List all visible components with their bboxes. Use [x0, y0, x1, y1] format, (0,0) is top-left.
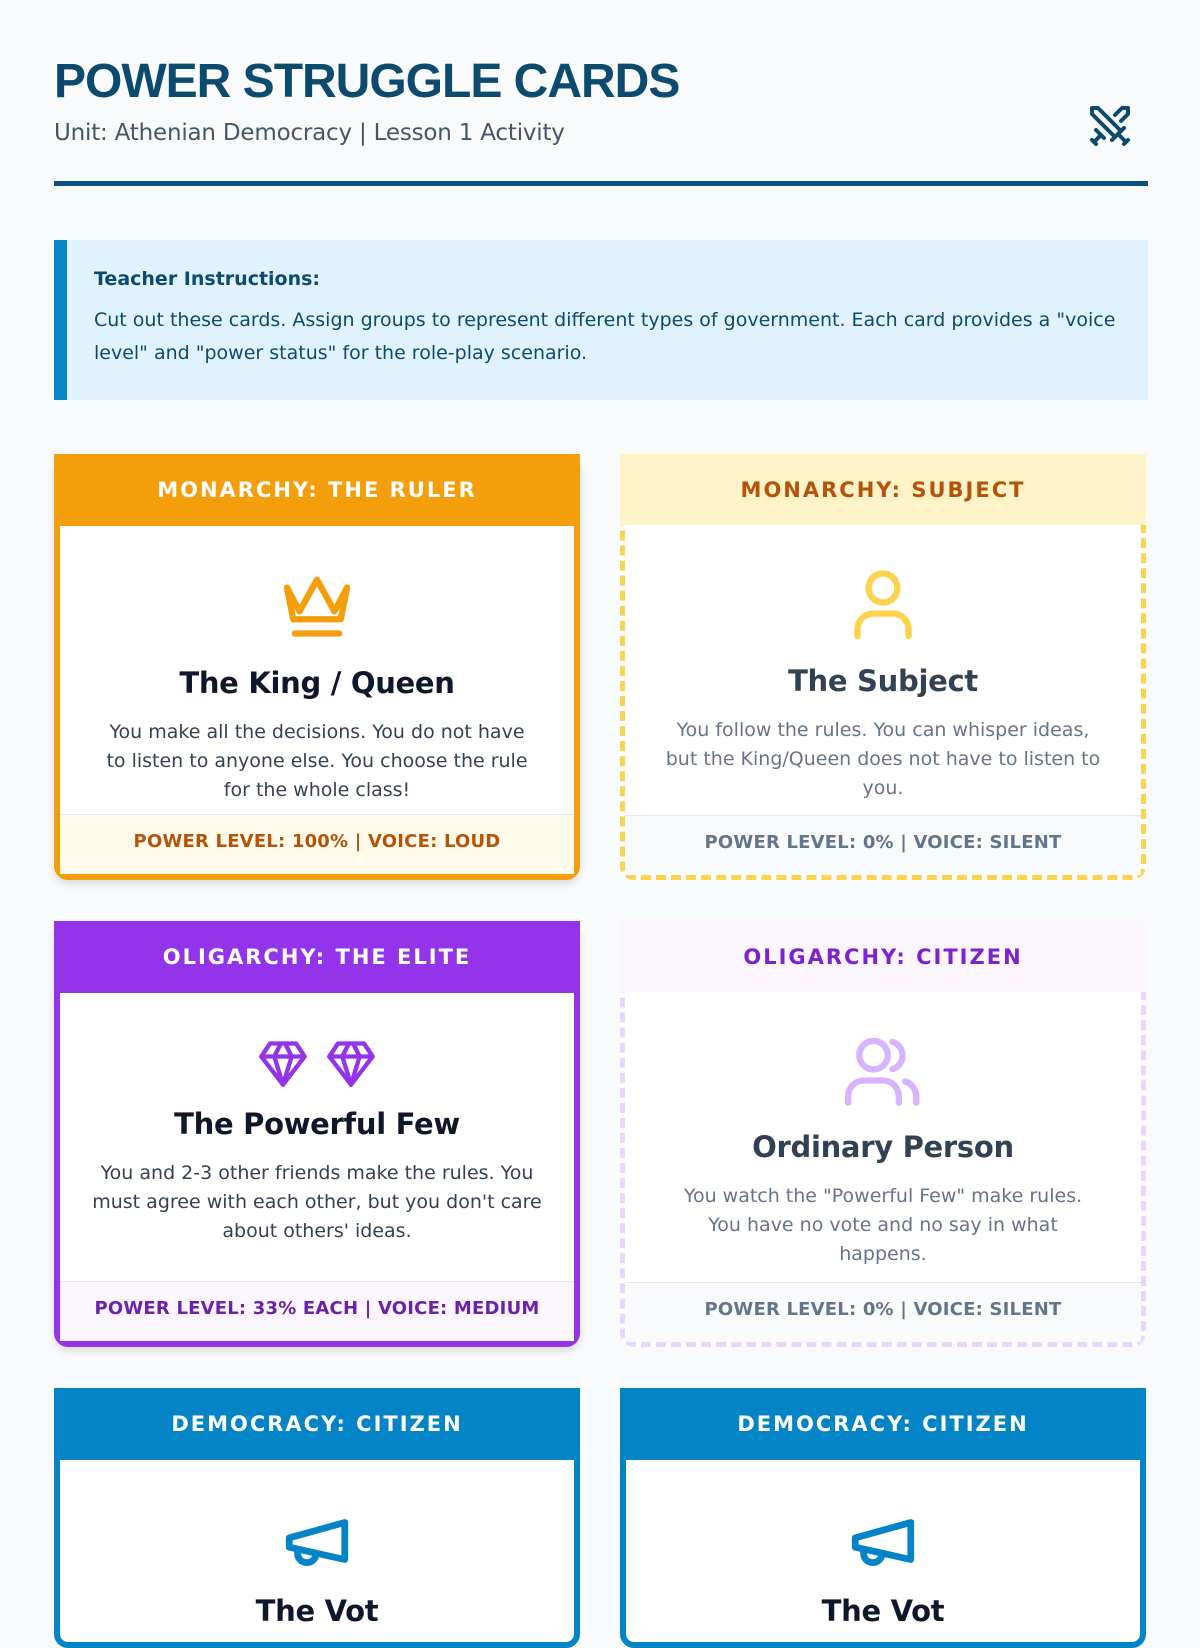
card-footer: POWER LEVEL: 0% | VOICE: SILENT [625, 815, 1141, 875]
card-name: The King / Queen [179, 666, 455, 700]
card-name: The Vot [255, 1594, 379, 1628]
card-description: You follow the rules. You can whisper ideas, but the King/Queen does not have to listen to you. [665, 719, 1101, 799]
card-description: You watch the "Powerful Few" make rules. You have no vote and no say in what happens. [683, 1185, 1083, 1265]
card-footer: POWER LEVEL: 0% | VOICE: SILENT [625, 1282, 1141, 1342]
card-heading: MONARCHY: THE RULER [54, 454, 580, 526]
megaphone-icon [280, 1504, 354, 1578]
gem-icon [325, 1037, 377, 1089]
card-monarchy-subject [620, 454, 1146, 880]
person-icon [851, 568, 915, 640]
crossed-swords-icon [1086, 102, 1134, 150]
card-description: You and 2-3 other friends make the rules. You must agree with each other, but you don't care about others' ideas. [92, 1162, 542, 1242]
gem-icon [257, 1037, 309, 1089]
card-heading: MONARCHY: SUBJECT [620, 454, 1146, 525]
card-name: Ordinary Person [752, 1130, 1014, 1164]
card-heading: OLIGARCHY: CITIZEN [620, 921, 1146, 992]
card-oligarchy-citizen [620, 921, 1146, 1347]
card-monarchy-ruler [54, 454, 580, 880]
card-footer: POWER LEVEL: 33% EACH | VOICE: MEDIUM [60, 1281, 574, 1341]
people-icon [845, 1036, 921, 1106]
page-subtitle: Unit: Athenian Democracy | Lesson 1 Activity [54, 120, 565, 146]
instructions-title: Teacher Instructions: [94, 268, 321, 290]
card-heading: OLIGARCHY: THE ELITE [54, 921, 580, 993]
card-heading: DEMOCRACY: CITIZEN [54, 1388, 580, 1460]
crown-icon [279, 570, 355, 640]
page-header [54, 52, 1148, 186]
card-name: The Subject [788, 664, 978, 698]
card-oligarchy-elite [54, 921, 580, 1347]
gem-icons [60, 1037, 574, 1091]
card-democracy-citizen [620, 1388, 1146, 1648]
instructions-body: Cut out these cards. Assign groups to represent different types of government. Each card provides a "voice level" and "power status" for the role-play scenario. [94, 309, 1116, 364]
page-title: POWER STRUGGLE CARDS [54, 55, 680, 108]
card-description: You make all the decisions. You do not have to listen to anyone else. You choose the rule for the whole class! [106, 721, 528, 801]
teacher-instructions [54, 240, 1148, 400]
card-heading: DEMOCRACY: CITIZEN [620, 1388, 1146, 1460]
card-footer: POWER LEVEL: 100% | VOICE: LOUD [60, 814, 574, 874]
card-name: The Powerful Few [174, 1107, 460, 1141]
card-name: The Vot [821, 1594, 945, 1628]
megaphone-icon [846, 1504, 920, 1578]
card-democracy-citizen [54, 1388, 580, 1648]
